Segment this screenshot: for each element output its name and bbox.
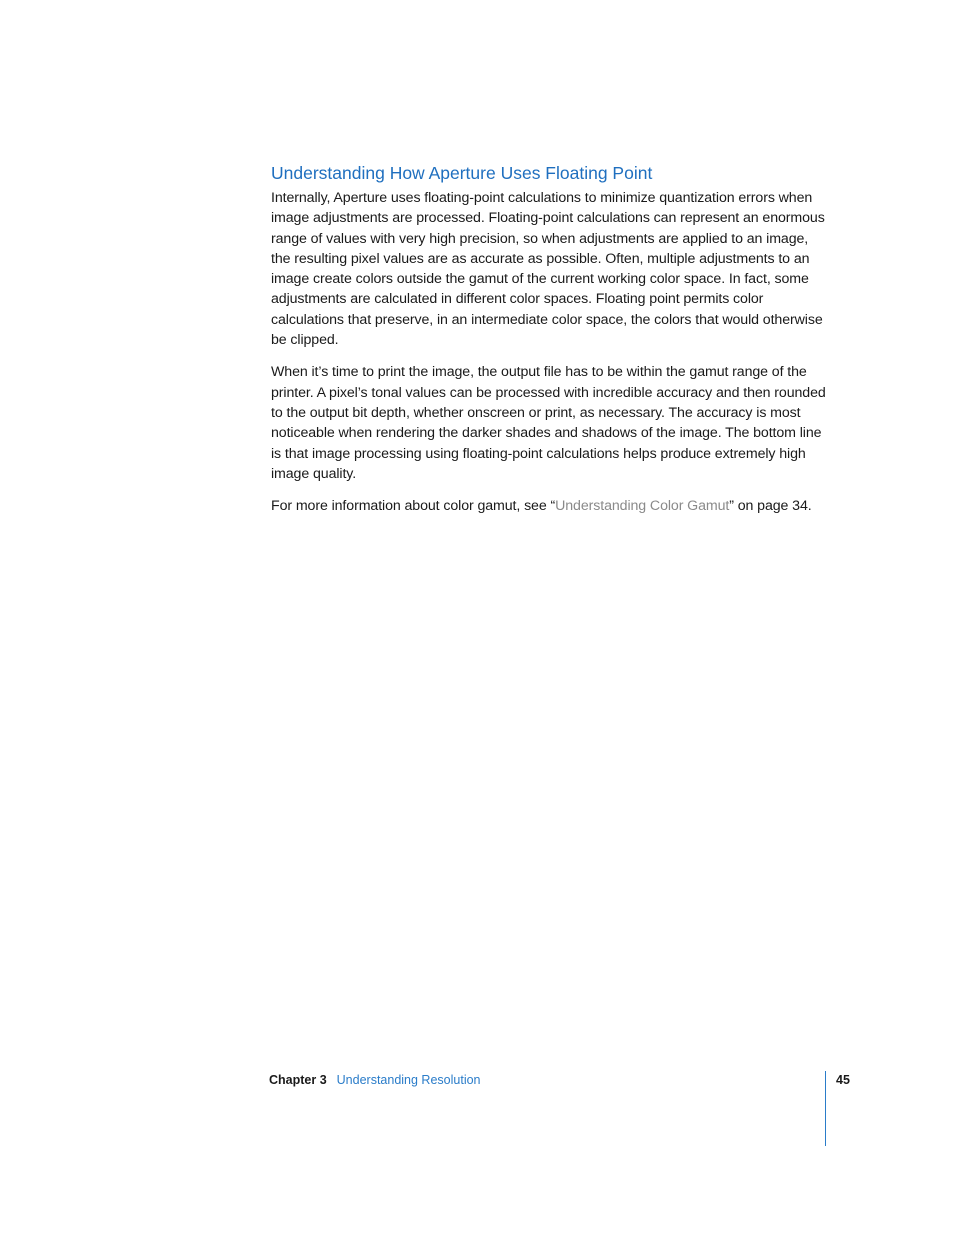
chapter-label: Chapter 3 [269, 1073, 327, 1087]
paragraph-3-text-after: ” on page 34. [729, 498, 812, 515]
page-content [271, 160, 831, 528]
footer-divider [825, 1071, 826, 1146]
chapter-title: Understanding Resolution [336, 1073, 481, 1087]
section-heading: Understanding How Aperture Uses Floating Point [271, 163, 653, 183]
body-paragraph-3 [271, 496, 831, 516]
body-paragraph-1: Internally, Aperture uses floating-point calculations to minimize quantization errors when image adjustments are processed. Floating-point calculations can represent an enormous range of values with very high precision, so when adjustments are applied to an image, the resulting pixel values are as accurate as possible. Often, multiple adjustments to an image create colors outside the gamut of the current working color space. In fact, some adjustments are calculated in different color spaces. Floating point permits color calculations that preserve, in an intermediate color space, the colors that would otherwise be clipped. [271, 190, 825, 349]
color-gamut-link[interactable]: Understanding Color Gamut [555, 498, 730, 515]
page-number: 45 [836, 1073, 850, 1087]
paragraph-3-text-before: For more information about color gamut, see “ [271, 498, 556, 515]
page-footer [269, 1071, 481, 1089]
body-paragraph-2: When it’s time to print the image, the output file has to be within the gamut range of the printer. A pixel’s tonal values can be processed with incredible accuracy and then rounded to the output bit depth, whether onscreen or print, as necessary. The accuracy is most noticeable when rendering the darker shades and shadows of the image. The bottom line is that image processing using floating-point calculations helps produce extremely high image quality. [271, 364, 826, 482]
